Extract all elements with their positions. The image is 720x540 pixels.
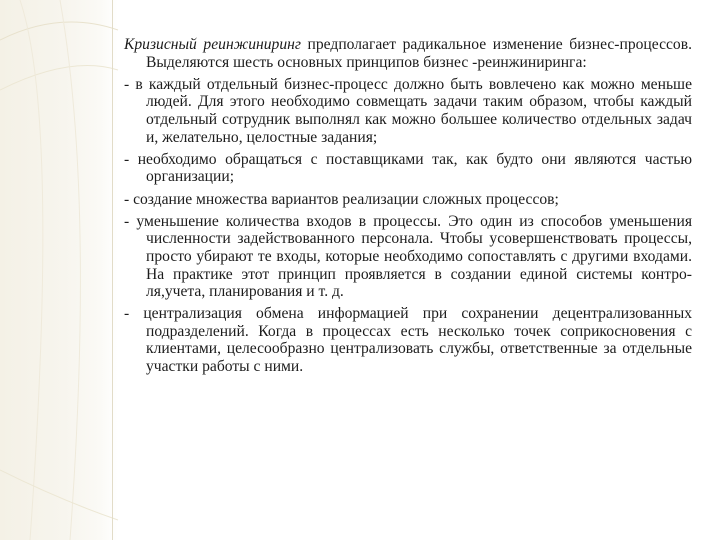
vertical-divider [112, 0, 113, 540]
principle-item: - централизация обмена информацией при сохранении децентрализованных подразделений. Когда в процессах есть несколько точек соприкосновения с клиентами, целесообразно централизовать службы, ответственные за отдельные участки работы с ними. [124, 305, 692, 376]
principle-item: - создание множества вариантов реализации сложных процессов; [124, 190, 559, 208]
principle-item: - необходимо обращаться с поставщиками так, как будто они являются частью организации; [124, 150, 692, 186]
principle-item: - в каждый отдельный бизнес-процесс должно быть вовлечено как можно меньше людей. Для этого необходимо совмещать задачи таким образом, чтобы каждый отдельный сотрудник выполнял как можно большее количество отдельных задач и, желательно, целостные задания; [124, 75, 692, 146]
intro-paragraph [124, 36, 692, 71]
text-body [124, 36, 692, 380]
principle-item: - уменьшение количества входов в процессы. Это один из способов уменьшения численности задействованного персонала. Чтобы усовершенствовать процессы, просто убирают те входы, которые необходимо сопоставлять с другими входами. На практике этот принцип проявляется в создании единой системы контро-ля,учета, планирования и т. д. [124, 212, 692, 301]
intro-text: предполагает радикальное изменение бизнес-процессов. Выделяются шесть основных принципов бизнес -реинжиниринга: [146, 36, 692, 71]
key-term: Кризисный реинжиниринг [124, 36, 301, 53]
